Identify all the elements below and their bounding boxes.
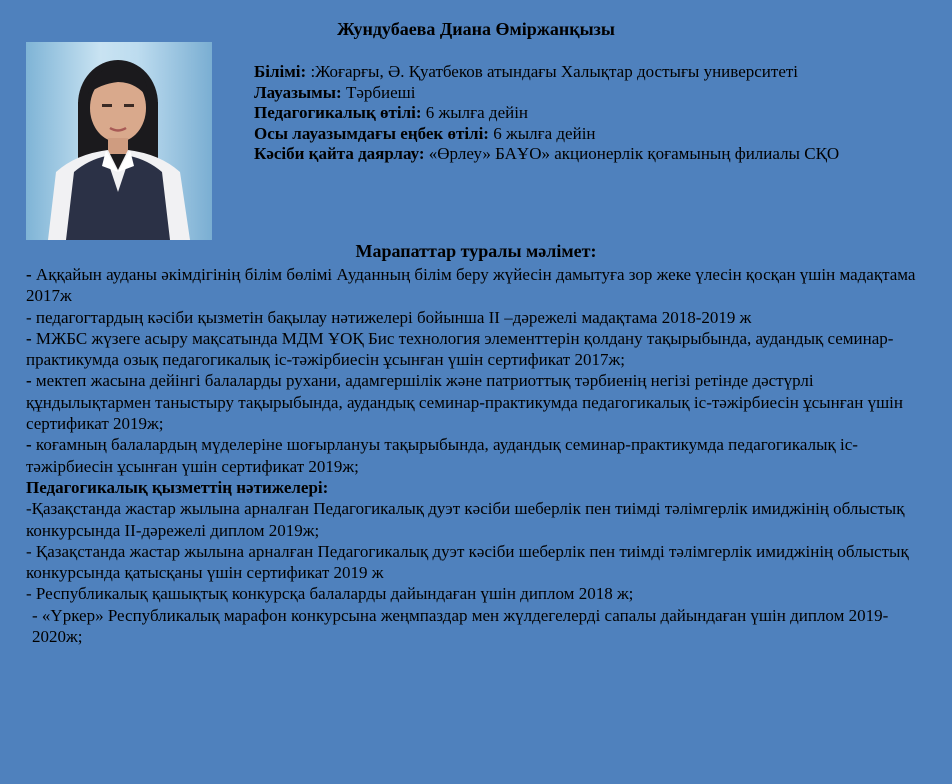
award-text: коғамның балалардың мүделеріне шоғырлануы тақырыбында, аудандық семинар-практикумда педагогикалық іс-тәжірбиесін ұсынған үшін сертификат 2019ж; (26, 435, 858, 476)
award-dash: - (26, 435, 36, 455)
position-experience-label: Осы лауазымдағы еңбек өтілі: (254, 123, 489, 143)
education-value: :Жоғарғы, Ә. Қуатбеков атындағы Халықтар достығы университеті (306, 62, 799, 81)
result-item: - «Үркер» Республикалық марафон конкурсына жеңмпаздар мен жүлдегелерді сапалы дайындаған үшін диплом 2019-2020ж; (32, 605, 889, 647)
position-line (254, 83, 934, 104)
education-line (254, 62, 934, 83)
position-value: Тәрбиеші (341, 82, 416, 102)
personal-info (254, 62, 934, 165)
result-item: - Қазақстанда жастар жылына арналған Педагогикалық дуэт кәсіби шеберлік пен тиімді тәлімгерлік имиджінің облыстық конкурсында қатысқаны үшін сертификат 2019 ж (26, 541, 909, 583)
retraining-value: «Өрлеу» БАҰО» акционерлік қоғамының филиалы СҚО (424, 144, 840, 164)
person-silhouette-icon (26, 42, 212, 240)
award-dash: - (26, 328, 36, 348)
position-experience-value: 6 жылға дейін (488, 123, 596, 143)
award-item (26, 307, 936, 328)
ped-experience-label: Педагогикалық өтілі: (254, 103, 422, 123)
award-item (26, 264, 936, 307)
award-dash: - (26, 265, 36, 284)
position-experience-line (254, 124, 934, 145)
award-text: мектеп жасына дейінгі балаларды рухани, адамгершілік және патриоттық тәрбиенің негізі ретінде дәстүрлі құндылықтармен таныстыру тақырыбында, аудандық семинар-практикумда педагогикалық іс-тәжірбиесін ұсынған үшін сертификат 2019ж; (26, 371, 903, 434)
portrait-photo (26, 42, 212, 240)
retraining-label: Кәсіби қайта даярлау: (254, 144, 425, 164)
person-name: Жундубаева Диана Өміржанқызы (337, 19, 615, 39)
awards-and-results (26, 264, 936, 647)
award-text: Аққайын ауданы әкімдігінің білім бөлімі Ауданның білім беру жүйесін дамытуға зор жеке үлесін қосқан үшін мадақтама 2017ж (26, 265, 916, 306)
award-item (26, 370, 936, 434)
ped-experience-value: 6 жылға дейін (421, 103, 529, 123)
education-label: Білімі: (254, 62, 307, 81)
position-label: Лауазымы: (254, 82, 342, 102)
results-heading: Педагогикалық қызметтің нәтижелері: (26, 477, 329, 497)
result-item: -Қазақстанда жастар жылына арналған Педагогикалық дуэт кәсіби шеберлік пен тиімді тәлімгерлік имиджінің облыстық конкурсында II-дәрежелі диплом 2019ж; (26, 499, 905, 540)
award-text: - педагогтардың кәсіби қызметін бақылау нәтижелері бойынша II –дәрежелі мадақтама 2018-2019 ж (26, 307, 752, 327)
retraining-line (254, 144, 934, 165)
result-item: - Республикалық қашықтық конкурсқа балаларды дайындаған үшін диплом 2018 ж; (26, 584, 634, 604)
award-item (26, 328, 936, 371)
award-text: МЖБС жүзеге асыру мақсатында МДМ ҰОҚ Бис технология элементтерін қолдану тақырыбында, аудандық семинар-практикумда озық педагогикалық іс-тәжірбиесін ұсынған үшін сертификат 2017ж; (26, 328, 894, 370)
award-dash: - (26, 371, 36, 391)
ped-experience-line (254, 103, 934, 124)
awards-heading: Марапаттар туралы мәлімет: (355, 241, 597, 261)
award-item (26, 434, 936, 477)
